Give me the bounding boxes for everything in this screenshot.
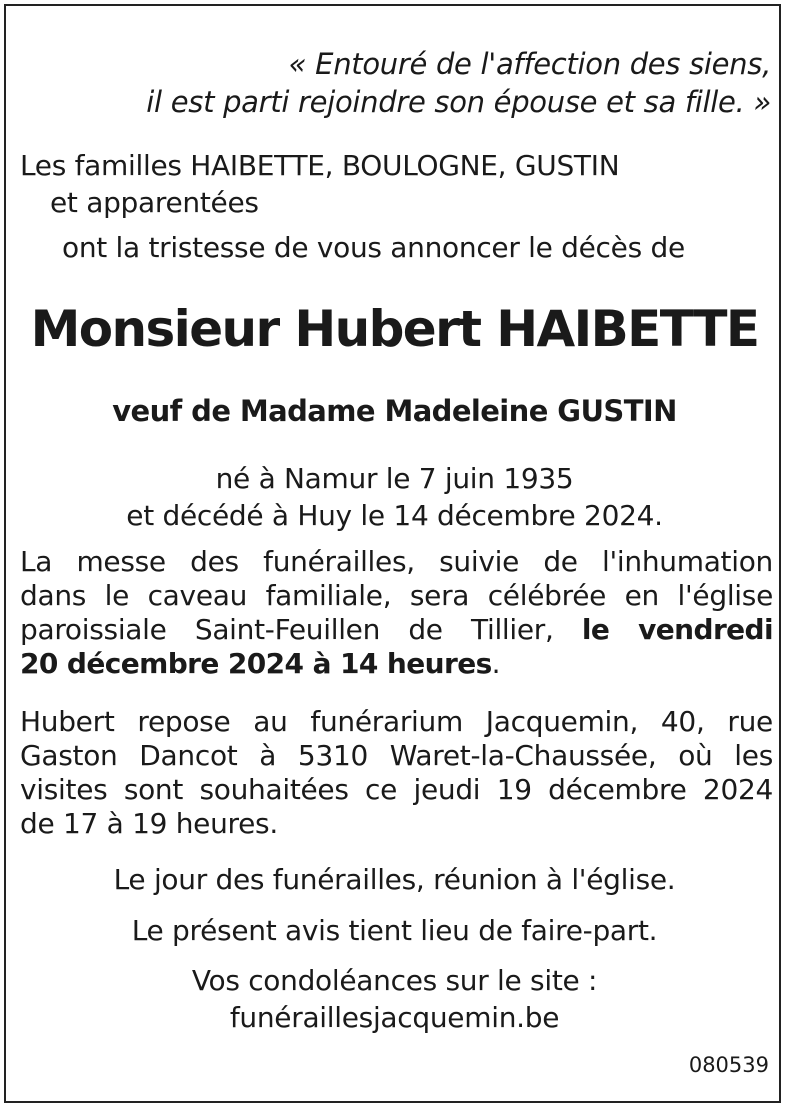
deceased-name: Monsieur Hubert HAIBETTE [30,300,759,358]
visitation-line-2: Gaston Dancot à 5310 Waret-la-Chaussée, où les [20,739,773,772]
funeral-line-4 [20,647,773,681]
funeral-date-start: le vendredi [581,613,773,646]
funeral-line-1: La messe des funérailles, suivie de l'inhumation [20,545,773,578]
families-line-3: ont la tristesse de vous annoncer le décès de [62,231,685,264]
website-link[interactable]: funéraillesjacquemin.be [229,1001,560,1034]
death-line: et décédé à Huy le 14 décembre 2024. [126,499,663,532]
funeral-date-time: 20 décembre 2024 à 14 heures [20,647,492,680]
notice-note: Le présent avis tient lieu de faire-part. [131,914,658,947]
condolences-note: Vos condoléances sur le site : [191,964,598,997]
funeral-line-4-end: . [491,647,501,680]
quote-line-1: « Entouré de l'affection des siens, [288,47,771,81]
visitation-line-3: visites sont souhaitées ce jeudi 19 décembre 2024 [20,773,773,806]
funeral-line-3-text: paroissiale Saint-Feuillen de Tillier, [20,613,582,646]
meeting-note: Le jour des funérailles, réunion à l'église. [113,863,676,896]
reference-number: 080539 [688,1053,769,1077]
birth-line: né à Namur le 7 juin 1935 [215,462,574,495]
obituary-notice [4,4,781,1103]
families-line-1: Les familles HAIBETTE, BOULOGNE, GUSTIN [20,149,620,182]
funeral-line-3 [20,613,773,647]
widower-of: veuf de Madame Madeleine GUSTIN [112,394,677,428]
quote-line-2: il est parti rejoindre son épouse et sa fille. » [146,85,771,119]
visitation-line-4: de 17 à 19 heures. [20,807,278,840]
families-line-2: et apparentées [50,186,259,219]
visitation-line-1: Hubert repose au funérarium Jacquemin, 40, rue [20,705,773,738]
funeral-line-2: dans le caveau familiale, sera célébrée en l'église [20,579,773,612]
